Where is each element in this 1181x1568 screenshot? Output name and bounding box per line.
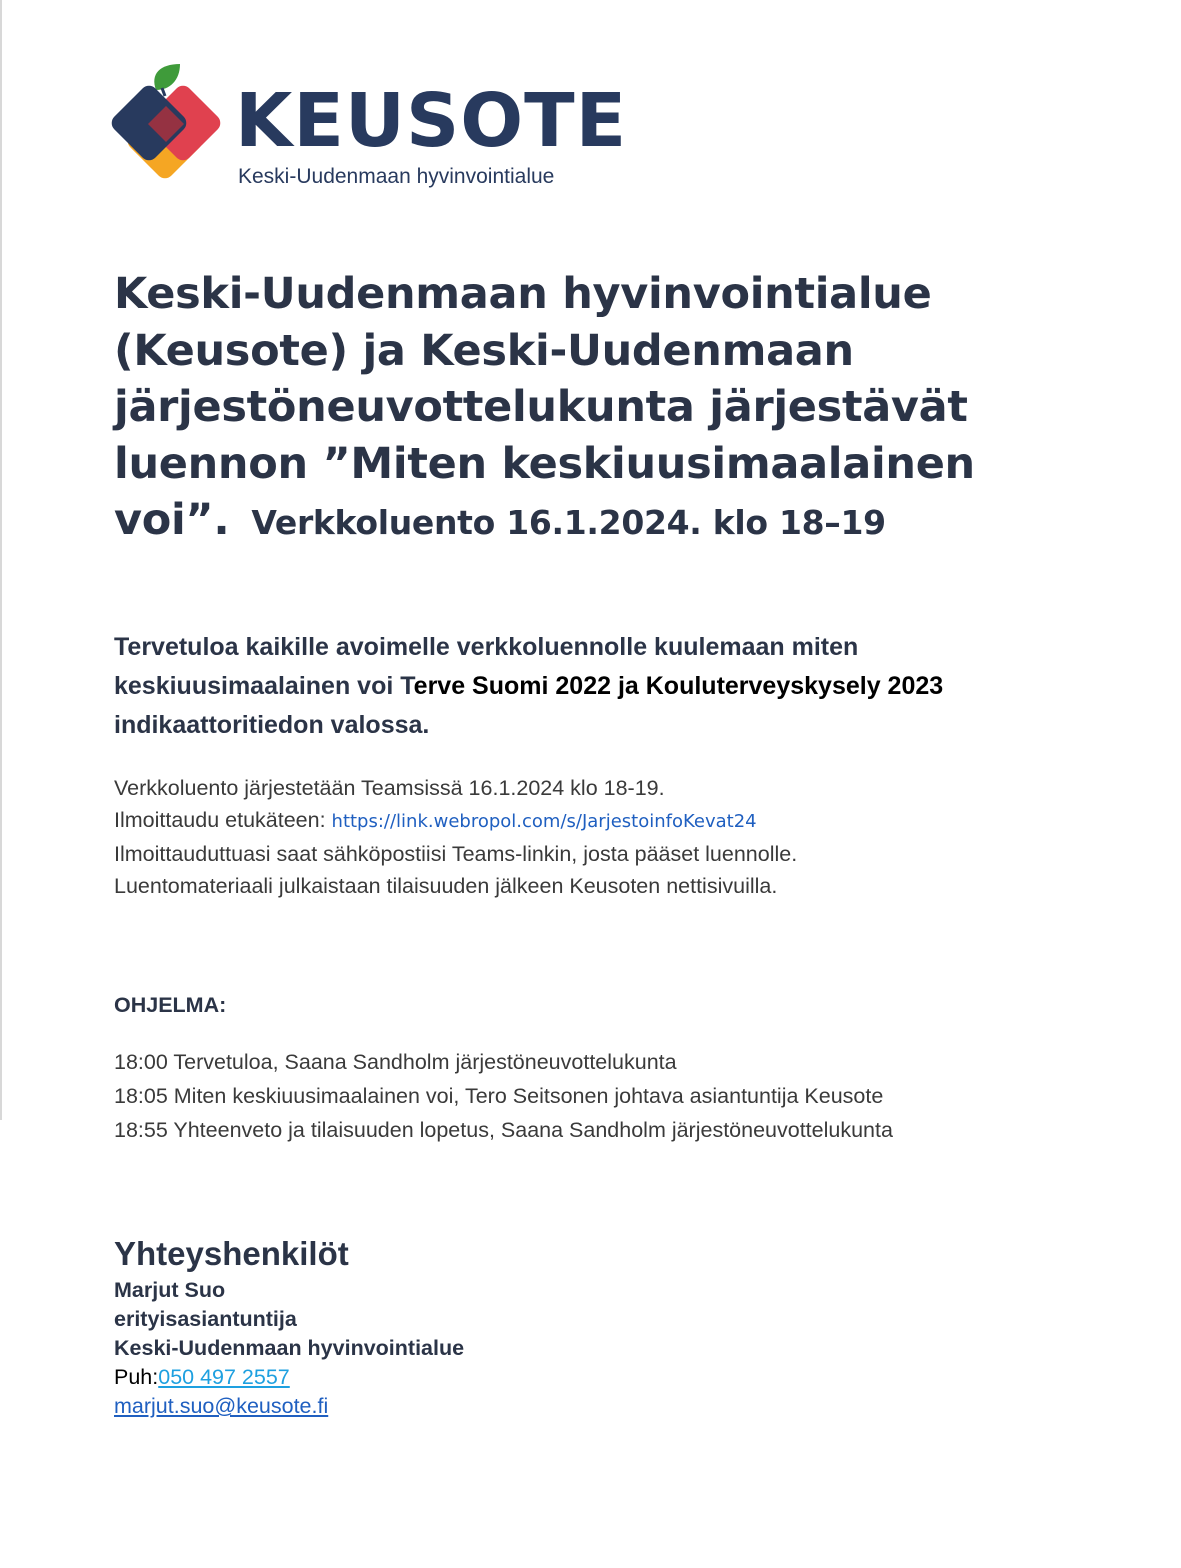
program-item: 18:05 Miten keskiuusimaalainen voi, Tero Seitsonen johtava asiantuntija Keusote: [114, 1084, 884, 1108]
contacts-section: [114, 1234, 714, 1421]
intro-part-3: erve Suomi 2022 ja Kouluterveyskysely 2023: [413, 672, 944, 700]
register-link[interactable]: https://link.webropol.com/s/JarjestoinfoKevat24: [331, 811, 757, 832]
contact-phone-row: [114, 1363, 714, 1392]
info-line-1: Verkkoluento järjestetään Teamsissä 16.1.2024 klo 18-19.: [114, 776, 665, 800]
logo-tagline: Keski-Uudenmaan hyvinvointialue: [238, 165, 555, 188]
event-info: [114, 772, 1074, 902]
contact-name: Marjut Suo: [114, 1278, 226, 1302]
phone-link[interactable]: 050 497 2557: [158, 1365, 290, 1389]
contact-role: erityisasiantuntija: [114, 1307, 297, 1331]
info-line-3: Ilmoittauduttuasi saat sähköpostiisi Teams-linkin, josta pääset luennolle.: [114, 842, 798, 866]
title-line-1: Keski-Uudenmaan hyvinvointialue: [114, 269, 932, 319]
page-title: [114, 266, 1054, 552]
program-item: 18:00 Tervetuloa, Saana Sandholm järjestöneuvottelukunta: [114, 1050, 677, 1074]
contacts-heading: Yhteyshenkilöt: [114, 1235, 349, 1272]
program-list: [114, 1045, 1114, 1147]
program-item: 18:55 Yhteenveto ja tilaisuuden lopetus, Saana Sandholm järjestöneuvottelukunta: [114, 1118, 893, 1142]
phone-label: Puh:: [114, 1365, 159, 1389]
title-line-2: (Keusote) ja Keski-Uudenmaan: [114, 325, 854, 376]
intro-part-1: Tervetuloa kaikille avoimelle verkkoluennolle kuulemaan miten: [114, 633, 859, 661]
register-label: Ilmoittaudu etukäteen:: [114, 808, 332, 832]
email-link[interactable]: marjut.suo@keusote.fi: [114, 1394, 329, 1418]
title-line-5: voi”.: [114, 495, 230, 545]
intro-part-2: keskiuusimaalainen voi T: [114, 672, 414, 700]
info-line-4: Luentomateriaali julkaistaan tilaisuuden jälkeen Keusoten nettisivuilla.: [114, 874, 778, 898]
program-heading: OHJELMA:: [114, 993, 227, 1017]
keusote-logo-mark-icon: [110, 60, 230, 190]
page-edge-divider: [0, 0, 2, 1120]
contact-organization: Keski-Uudenmaan hyvinvointialue: [114, 1336, 465, 1360]
keusote-logo: [110, 60, 628, 190]
intro-part-4: indikaattoritiedon valossa.: [114, 711, 430, 739]
event-subtitle: Verkkoluento 16.1.2024. klo 18–19: [251, 503, 886, 542]
title-line-3: järjestöneuvottelukunta järjestävät: [114, 382, 968, 432]
info-register-row: [114, 804, 1074, 838]
logo-wordmark: KEUSOTE: [235, 78, 628, 164]
title-line-4: luennon ”Miten keskiuusimaalainen: [114, 438, 975, 489]
intro-paragraph: [114, 628, 1074, 745]
